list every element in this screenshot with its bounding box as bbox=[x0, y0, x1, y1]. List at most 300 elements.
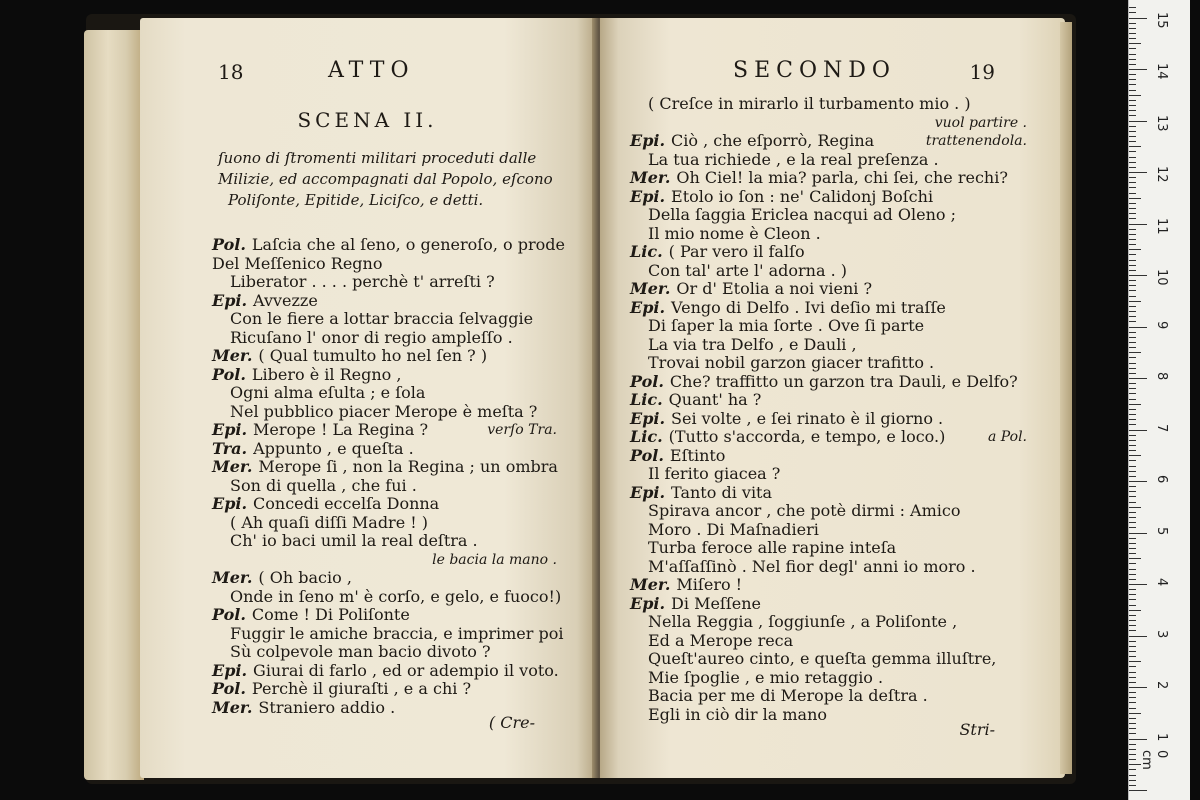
text-line bbox=[630, 428, 1055, 447]
text-line bbox=[630, 262, 1055, 281]
ruler-tick bbox=[1129, 342, 1136, 343]
ruler-tick bbox=[1129, 672, 1136, 673]
speaker-label: Lic. bbox=[630, 390, 663, 409]
left-page-header bbox=[140, 58, 595, 88]
ruler-tick bbox=[1129, 64, 1136, 65]
text-line bbox=[630, 95, 1055, 114]
speaker-label: Epi. bbox=[212, 660, 248, 680]
ruler-tick bbox=[1129, 234, 1136, 235]
ruler-tick bbox=[1129, 141, 1136, 142]
text-line bbox=[212, 625, 585, 644]
text-line bbox=[630, 595, 1055, 614]
ruler-tick bbox=[1129, 136, 1136, 137]
ruler-tick bbox=[1129, 440, 1136, 441]
ruler-number: 5 bbox=[1154, 526, 1169, 535]
speaker-label: Epi. bbox=[630, 297, 666, 317]
ruler-tick bbox=[1129, 574, 1136, 575]
ruler-tick bbox=[1129, 110, 1136, 111]
ruler-tick bbox=[1129, 692, 1136, 693]
ruler-tick bbox=[1129, 244, 1136, 245]
page-number-right: 19 bbox=[969, 60, 995, 84]
ruler-tick bbox=[1129, 100, 1136, 101]
verse-text: La via tra Delfo , e Dauli , bbox=[648, 334, 857, 354]
verse-text: (Tutto s'accorda, e tempo, e loco.) bbox=[668, 427, 946, 446]
text-line bbox=[212, 551, 585, 570]
ruler-number: 8 bbox=[1154, 372, 1169, 381]
ruler-tick bbox=[1129, 620, 1136, 621]
ruler-tick bbox=[1129, 651, 1136, 652]
ruler-tick bbox=[1129, 172, 1147, 173]
verse-text: Liberator . . . . perchè t' arreſti ? bbox=[230, 272, 495, 291]
ruler-tick bbox=[1129, 579, 1136, 580]
verse-text: Nella Reggia , ſoggiunſe , a Poliſonte , bbox=[648, 612, 958, 631]
ruler-tick bbox=[1129, 512, 1136, 513]
ruler-tick bbox=[1129, 337, 1136, 338]
ruler-tick bbox=[1129, 584, 1147, 585]
ruler-tick bbox=[1129, 193, 1136, 194]
verse-text: Son di quella , che fui . bbox=[230, 475, 417, 495]
ruler-tick bbox=[1129, 682, 1136, 683]
verse-text: Trovai nobil garzon giacer trafitto . bbox=[648, 353, 935, 372]
verse-text: Perchè il giuraſti , e a chi ? bbox=[251, 679, 472, 698]
text-line bbox=[630, 151, 1055, 170]
ruler-number: 4 bbox=[1154, 578, 1169, 587]
verse-text: Ciò , che eſporrò, Regina bbox=[671, 131, 875, 150]
ruler-tick bbox=[1129, 486, 1136, 487]
ruler-tick bbox=[1129, 589, 1136, 590]
ruler-tick bbox=[1129, 43, 1141, 44]
ruler-tick bbox=[1129, 785, 1136, 786]
ruler-tick bbox=[1129, 646, 1136, 647]
ruler-tick bbox=[1129, 522, 1136, 523]
ruler-tick bbox=[1129, 224, 1147, 225]
ruler-tick bbox=[1129, 121, 1147, 122]
text-line bbox=[630, 447, 1055, 466]
ruler-tick bbox=[1129, 54, 1136, 55]
verse-text: ( Qual tumulto ho nel ſen ? ) bbox=[258, 346, 488, 365]
ruler-tick bbox=[1129, 538, 1136, 539]
text-line bbox=[630, 632, 1055, 651]
verse-text: ( Oh bacio , bbox=[258, 568, 352, 587]
ruler-tick bbox=[1129, 162, 1136, 163]
ruler-tick bbox=[1129, 502, 1136, 503]
ruler-tick bbox=[1129, 666, 1136, 667]
verse-text: Di Meſſene bbox=[671, 593, 761, 613]
text-line bbox=[212, 643, 585, 662]
ruler-tick bbox=[1129, 388, 1136, 389]
ruler-tick bbox=[1129, 496, 1136, 497]
ruler-tick bbox=[1129, 321, 1136, 322]
right-page-text bbox=[630, 95, 1055, 724]
ruler-tick bbox=[1129, 430, 1147, 431]
ruler-tick bbox=[1129, 383, 1136, 384]
verse-text: Avvezze bbox=[253, 290, 318, 310]
text-line bbox=[212, 347, 585, 366]
scene-title: SCENA II. bbox=[297, 108, 438, 132]
ruler-number: 11 bbox=[1154, 217, 1169, 235]
text-line bbox=[630, 650, 1055, 669]
text-line bbox=[630, 558, 1055, 577]
measurement-ruler bbox=[1128, 0, 1191, 800]
ruler-tick bbox=[1129, 208, 1136, 209]
text-line bbox=[212, 588, 585, 607]
ruler-tick bbox=[1129, 260, 1136, 261]
ruler-tick bbox=[1129, 641, 1136, 642]
ruler-tick bbox=[1129, 90, 1136, 91]
verse-text: La tua richiede , e la real preſenza . bbox=[648, 149, 939, 169]
right-page bbox=[600, 18, 1065, 778]
ruler-tick bbox=[1129, 615, 1136, 616]
ruler-tick bbox=[1129, 775, 1136, 776]
text-line bbox=[630, 317, 1055, 336]
ruler-number: 15 bbox=[1154, 11, 1169, 29]
speaker-label: Pol. bbox=[630, 445, 664, 465]
ruler-number: 12 bbox=[1154, 166, 1169, 183]
verse-text: Ed a Merope reca bbox=[648, 630, 794, 650]
speaker-label: Mer. bbox=[630, 575, 671, 594]
ruler-tick bbox=[1129, 280, 1136, 281]
text-line bbox=[212, 458, 585, 477]
ruler-tick bbox=[1129, 265, 1136, 266]
ruler-tick bbox=[1129, 697, 1136, 698]
catchword-left: ( Cre- bbox=[488, 713, 535, 732]
verse-text: ( Par vero il falſo bbox=[668, 242, 805, 261]
ruler-tick bbox=[1129, 533, 1147, 534]
ruler-tick bbox=[1129, 84, 1136, 85]
verse-text: Giurai di farlo , ed or adempio il voto. bbox=[253, 660, 559, 680]
ruler-tick bbox=[1129, 7, 1136, 8]
ruler-tick bbox=[1129, 471, 1136, 472]
ruler-tick bbox=[1129, 33, 1136, 34]
speaker-label: Mer. bbox=[212, 697, 253, 717]
speaker-label: Lic. bbox=[630, 242, 663, 261]
ruler-tick bbox=[1129, 466, 1136, 467]
ruler-number: 1 bbox=[1154, 732, 1169, 741]
ruler-tick bbox=[1129, 455, 1141, 456]
left-page-text bbox=[212, 236, 585, 717]
stage-direction bbox=[218, 148, 578, 211]
ruler-tick bbox=[1129, 229, 1136, 230]
ruler-tick bbox=[1129, 18, 1147, 19]
ruler-tick bbox=[1129, 316, 1136, 317]
ruler-tick bbox=[1129, 115, 1136, 116]
ruler-tick bbox=[1129, 203, 1136, 204]
left-page bbox=[140, 18, 595, 778]
ruler-tick bbox=[1129, 296, 1136, 297]
catchword-right: Stri- bbox=[959, 720, 995, 739]
ruler-tick bbox=[1129, 419, 1136, 420]
verse-text: Sù colpevole man bacio divoto ? bbox=[230, 642, 491, 661]
text-line bbox=[212, 495, 585, 514]
stage-aside: a Pol. bbox=[987, 429, 1027, 445]
speaker-label: Mer. bbox=[212, 346, 253, 365]
ruler-number: 9 bbox=[1154, 320, 1169, 329]
ruler-tick bbox=[1129, 69, 1147, 70]
verse-text: Con le fiere a lottar braccia ſelvaggie bbox=[230, 309, 534, 328]
verse-text: Laſcia che al ſeno, o generoſo, o prode bbox=[251, 235, 565, 254]
verse-text: Straniero addio . bbox=[258, 697, 396, 717]
ruler-tick bbox=[1129, 187, 1136, 188]
ruler-tick bbox=[1129, 105, 1136, 106]
speaker-label: Epi. bbox=[630, 131, 666, 150]
ruler-number: 3 bbox=[1154, 629, 1169, 638]
ruler-tick bbox=[1129, 95, 1141, 96]
ruler-tick bbox=[1129, 569, 1136, 570]
ruler-tick bbox=[1129, 357, 1136, 358]
verse-text: Ch' io baci umil la real deſtra . bbox=[230, 531, 478, 550]
text-line bbox=[212, 680, 585, 699]
ruler-tick bbox=[1129, 718, 1136, 719]
verse-text: Appunto , e queſta . bbox=[253, 438, 414, 458]
ruler-tick bbox=[1129, 146, 1141, 147]
ruler-tick bbox=[1129, 460, 1136, 461]
ruler-number: 14 bbox=[1154, 63, 1169, 80]
verse-text: Tanto di vita bbox=[671, 482, 773, 502]
verse-text: Merope ſi , non la Regina ; un ombra bbox=[258, 457, 558, 476]
ruler-tick bbox=[1129, 728, 1136, 729]
text-line bbox=[212, 292, 585, 311]
ruler-tick bbox=[1129, 435, 1136, 436]
text-line bbox=[630, 354, 1055, 373]
running-header-left: ATTO bbox=[328, 58, 415, 83]
ruler-tick bbox=[1129, 167, 1136, 168]
stage-aside: le bacia la mano . bbox=[432, 551, 557, 568]
book-edge-left bbox=[84, 30, 144, 780]
text-line bbox=[630, 188, 1055, 207]
verse-text: Vengo di Delfo . Ivi deſio mi traſſe bbox=[671, 297, 946, 317]
text-line bbox=[630, 225, 1055, 244]
speaker-label: Lic. bbox=[630, 427, 663, 446]
verse-text: Fuggir le amiche braccia, e imprimer poi bbox=[230, 623, 564, 643]
verse-text: Spirava ancor , che potè dirmi : Amico bbox=[648, 501, 961, 520]
speaker-label: Mer. bbox=[630, 279, 671, 298]
ruler-tick bbox=[1129, 630, 1136, 631]
ruler-tick bbox=[1129, 198, 1141, 199]
text-line bbox=[212, 273, 585, 292]
verse-text: ( Creſce in mirarlo il turbamento mio . ) bbox=[648, 94, 971, 113]
text-line bbox=[212, 310, 585, 329]
speaker-label: Epi. bbox=[630, 593, 666, 613]
speaker-label: Epi. bbox=[630, 408, 666, 428]
ruler-tick bbox=[1129, 306, 1136, 307]
text-line bbox=[630, 484, 1055, 503]
book-edge-right bbox=[1060, 22, 1072, 774]
ruler-tick bbox=[1129, 177, 1136, 178]
verse-text: Quant' ha ? bbox=[668, 390, 762, 409]
ruler-tick bbox=[1129, 733, 1136, 734]
ruler-tick bbox=[1129, 290, 1136, 291]
ruler-tick bbox=[1129, 548, 1136, 549]
speaker-label: Epi. bbox=[212, 420, 248, 439]
speaker-label: Epi. bbox=[212, 290, 248, 310]
ruler-tick bbox=[1129, 182, 1136, 183]
ruler-tick bbox=[1129, 59, 1136, 60]
speaker-label: Pol. bbox=[630, 371, 664, 391]
text-line bbox=[212, 514, 585, 533]
verse-text: Libero è il Regno , bbox=[251, 364, 402, 384]
verse-text: Concedi eccelſa Donna bbox=[253, 494, 440, 513]
speaker-label: Pol. bbox=[212, 605, 246, 624]
ruler-tick bbox=[1129, 399, 1136, 400]
ruler-tick bbox=[1129, 378, 1147, 379]
text-line bbox=[630, 687, 1055, 706]
ruler-tick bbox=[1129, 254, 1136, 255]
verse-text: Queſt'aureo cinto, e queſta gemma illuſtre, bbox=[648, 649, 997, 668]
ruler-tick bbox=[1129, 332, 1136, 333]
ruler-tick bbox=[1129, 790, 1147, 791]
ruler-tick bbox=[1129, 625, 1136, 626]
ruler-tick bbox=[1129, 445, 1136, 446]
ruler-number: 13 bbox=[1154, 114, 1169, 132]
ruler-tick bbox=[1129, 636, 1147, 637]
verse-text: Con tal' arte l' adorna . ) bbox=[648, 260, 848, 280]
verse-text: Come ! Di Poliſonte bbox=[251, 605, 410, 624]
ruler-tick bbox=[1129, 347, 1136, 348]
ruler-tick bbox=[1129, 563, 1136, 564]
ruler-tick bbox=[1129, 507, 1141, 508]
speaker-label: Epi. bbox=[630, 482, 666, 502]
text-line bbox=[630, 539, 1055, 558]
ruler-tick bbox=[1129, 249, 1141, 250]
ruler-unit-label: 0 cm bbox=[1139, 750, 1169, 770]
ruler-tick bbox=[1129, 79, 1136, 80]
text-line bbox=[630, 206, 1055, 225]
stage-aside: trattenendola. bbox=[925, 133, 1027, 149]
verse-text: Or d' Etolia a noi vieni ? bbox=[676, 279, 873, 298]
ruler-tick bbox=[1129, 38, 1136, 39]
text-line bbox=[212, 366, 585, 385]
speaker-label: Mer. bbox=[212, 568, 253, 587]
text-line bbox=[630, 169, 1055, 188]
stage-aside: vuol partire . bbox=[934, 114, 1027, 131]
verse-text: Sei volte , e ſei rinato è il giorno . bbox=[671, 408, 944, 428]
ruler-tick bbox=[1129, 759, 1136, 760]
ruler-tick bbox=[1129, 151, 1136, 152]
text-line bbox=[630, 299, 1055, 318]
ruler-tick bbox=[1129, 424, 1136, 425]
text-line bbox=[630, 243, 1055, 262]
text-line bbox=[212, 532, 585, 551]
ruler-tick bbox=[1129, 599, 1136, 600]
verse-text: M'aſſaſſinò . Nel fior degl' anni io moro . bbox=[648, 556, 976, 576]
ruler-tick bbox=[1129, 414, 1136, 415]
verse-text: Del Meſſenico Regno bbox=[212, 253, 383, 273]
ruler-tick bbox=[1129, 213, 1136, 214]
text-line bbox=[630, 465, 1055, 484]
ruler-tick bbox=[1129, 713, 1141, 714]
ruler-tick bbox=[1129, 481, 1147, 482]
text-line bbox=[212, 236, 585, 255]
speaker-label: Tra. bbox=[212, 438, 248, 458]
text-line bbox=[212, 403, 585, 422]
ruler-tick bbox=[1129, 527, 1136, 528]
ruler-tick bbox=[1129, 553, 1136, 554]
ruler-tick bbox=[1129, 28, 1136, 29]
text-line bbox=[212, 662, 585, 681]
verse-text: Mie ſpoglie , e mio retaggio . bbox=[648, 667, 884, 687]
ruler-tick bbox=[1129, 327, 1147, 328]
ruler-shadow bbox=[1190, 0, 1200, 800]
verse-text: Turba feroce alle rapine inteſa bbox=[648, 538, 897, 557]
ruler-tick bbox=[1129, 450, 1136, 451]
ruler-number: 2 bbox=[1154, 681, 1169, 690]
ruler-tick bbox=[1129, 275, 1147, 276]
verse-text: Ricuſano l' onor di regio ampleſſo . bbox=[230, 327, 513, 347]
verse-text: Di ſaper la mia ſorte . Ove ſi parte bbox=[648, 316, 925, 335]
text-line bbox=[630, 280, 1055, 299]
ruler-tick bbox=[1129, 491, 1136, 492]
text-line bbox=[630, 410, 1055, 429]
text-line bbox=[212, 606, 585, 625]
page-number-left: 18 bbox=[218, 60, 244, 84]
text-line bbox=[630, 114, 1055, 133]
ruler-tick bbox=[1129, 352, 1141, 353]
stage-direction-line: Milizie, ed accompagnati dal Popolo, eſcono bbox=[218, 170, 553, 188]
stage-direction-line: Poliſonte, Epitide, Liciſco, e detti. bbox=[228, 191, 484, 209]
ruler-tick bbox=[1129, 744, 1136, 745]
running-header-right: SECONDO bbox=[733, 58, 896, 83]
verse-text: Miſero ! bbox=[676, 575, 743, 594]
ruler-number: 10 bbox=[1154, 269, 1169, 286]
ruler-tick bbox=[1129, 558, 1141, 559]
ruler-tick bbox=[1129, 610, 1141, 611]
text-line bbox=[630, 391, 1055, 410]
ruler-tick bbox=[1129, 594, 1136, 595]
ruler-tick bbox=[1129, 126, 1136, 127]
verse-text: Eſtinto bbox=[669, 445, 726, 465]
ruler-tick bbox=[1129, 363, 1136, 364]
right-page-header bbox=[600, 58, 1065, 88]
ruler-tick bbox=[1129, 517, 1136, 518]
ruler-tick bbox=[1129, 708, 1136, 709]
speaker-label: Epi. bbox=[212, 494, 248, 513]
text-line bbox=[630, 669, 1055, 688]
text-line bbox=[630, 502, 1055, 521]
ruler-number: 7 bbox=[1154, 423, 1169, 432]
ruler-tick bbox=[1129, 723, 1136, 724]
ruler-number: 6 bbox=[1154, 475, 1169, 484]
text-line bbox=[630, 613, 1055, 632]
verse-text: Che? traffitto un garzon tra Dauli, e Delfo? bbox=[669, 371, 1018, 391]
ruler-tick bbox=[1129, 702, 1136, 703]
ruler-tick bbox=[1129, 749, 1136, 750]
ruler-tick bbox=[1129, 373, 1136, 374]
verse-text: Ogni alma eſulta ; e ſola bbox=[230, 383, 426, 402]
verse-text: Onde in ſeno m' è corſo, e gelo, e fuoco!) bbox=[230, 586, 562, 606]
ruler-tick bbox=[1129, 677, 1136, 678]
text-line bbox=[630, 373, 1055, 392]
verse-text: Il mio nome è Cleon . bbox=[648, 223, 821, 243]
text-line bbox=[212, 569, 585, 588]
speaker-label: Mer. bbox=[212, 457, 253, 476]
verse-text: Bacia per me di Merope la deſtra . bbox=[648, 686, 928, 705]
verse-text: Della ſaggia Ericlea nacqui ad Oleno ; bbox=[648, 205, 956, 224]
verse-text: Egli in ciò dir la mano bbox=[648, 704, 828, 724]
verse-text: Moro . Di Maſnadieri bbox=[648, 519, 819, 539]
ruler-tick bbox=[1129, 12, 1136, 13]
verse-text: Oh Ciel! la mia? parla, chi ſei, che rechi? bbox=[676, 168, 1008, 187]
ruler-tick bbox=[1129, 780, 1136, 781]
ruler-tick bbox=[1129, 285, 1136, 286]
ruler-tick bbox=[1129, 239, 1136, 240]
ruler-tick bbox=[1129, 769, 1136, 770]
text-line bbox=[212, 477, 585, 496]
ruler-tick bbox=[1129, 368, 1136, 369]
text-line bbox=[212, 421, 585, 440]
stage-direction-line: ſuono di ſtromenti militari proceduti dalle bbox=[218, 149, 537, 167]
ruler-tick bbox=[1129, 131, 1136, 132]
ruler-tick bbox=[1129, 605, 1136, 606]
